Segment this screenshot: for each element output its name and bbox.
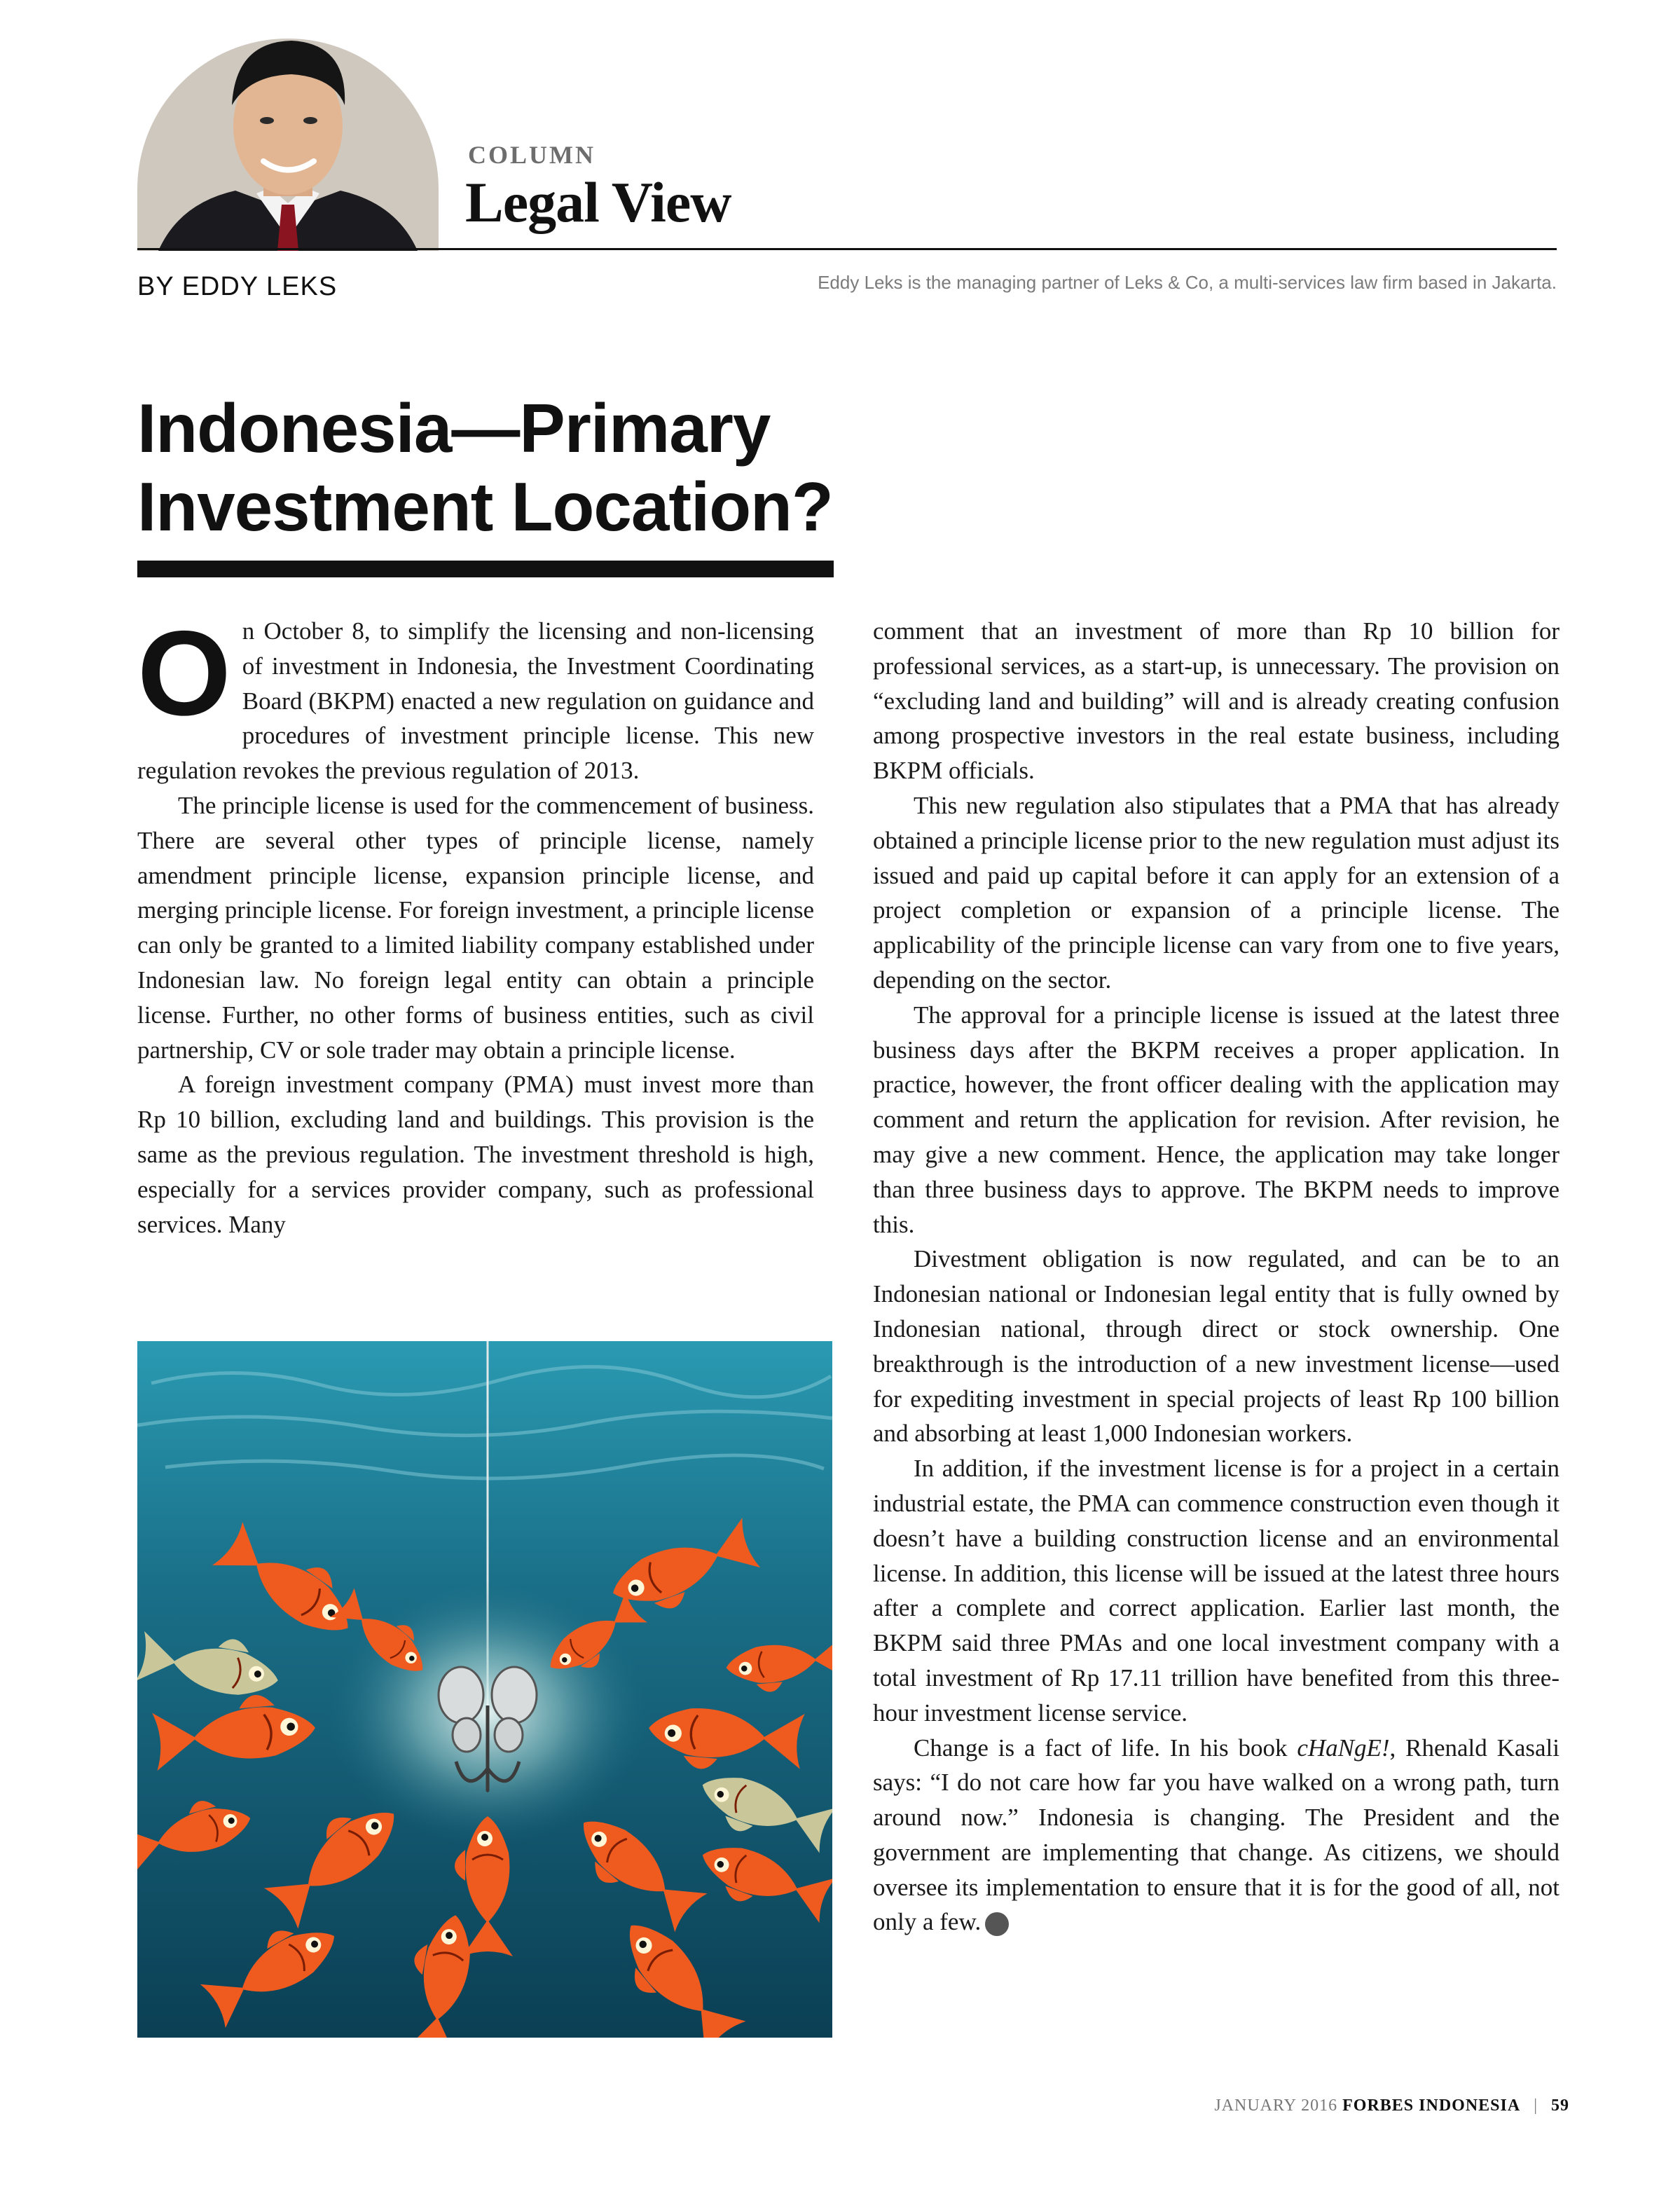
forbes-end-mark-icon: F (985, 1912, 1009, 1936)
article-paragraph: This new regulation also stipulates that a PMA that has already obtained a principle license prior to the new regulation must adjust its issued and paid up capital before it can apply for an extension of a project completion or expansion of a principle license. The applicability of the principle license can vary from one to five years, depending on the sector. (873, 791, 1559, 994)
footer-separator: | (1534, 2096, 1538, 2115)
headline-underline-bar (137, 561, 834, 577)
book-title: cHaNgE! (1297, 1734, 1390, 1762)
column-title: Legal View (465, 170, 731, 234)
byline: BY EDDY LEKS (137, 272, 338, 301)
article-paragraph: Divestment obligation is now regulated, and can be to an Indonesian national or Indonesian legal entity that is fully owned by Indonesian national, through direct or stock ownership. One breakthrough is the introduction of a new investment license—used for expediting investment in special projects of least Rp 100 billion and absorbing at least 1,000 Indonesian workers. (873, 1245, 1559, 1448)
article-paragraph: The approval for a principle license is issued at the latest three business days after the BKPM receives a proper application. In practice, however, the front officer dealing with the application may comment and return the application for revision. After revision, he may give a new comment. Hence, the application may take longer than three business days to approve. The BKPM needs to improve this. (873, 1001, 1559, 1238)
issue-date: JANUARY 2016 (1214, 2096, 1338, 2115)
header-divider (137, 248, 1557, 250)
column-kicker: COLUMN (468, 141, 595, 169)
article-paragraph (137, 606, 814, 788)
goldfish-hook-illustration (137, 1341, 832, 2038)
drop-cap: O (137, 606, 231, 741)
article-paragraph: In addition, if the investment license is for a project in a certain industrial estate, the PMA can commence construction even though it doesn’t have a building construction license and an environmental license. In addition, this license will be issued at the latest three hours after a complete and correct application. Earlier last month, the BKPM said three PMAs and one local investment company with a total investment of Rp 17.11 trillion have benefited from this three-hour investment license service. (873, 1455, 1559, 1727)
magazine-name: FORBES INDONESIA (1342, 2096, 1521, 2115)
paragraph-text: , Rhenald Kasali says: “I do not care how far you have walked on a wrong path, turn around now.” Indonesia is changing. The President and the government are implementing that change. As citizens, we should oversee its implementation to ensure that it is for the good of all, not only a few. (873, 1734, 1559, 1936)
article-paragraph: comment that an investment of more than Rp 10 billion for professional services, as a start-up, is unnecessary. The provision on “excluding land and building” will and is already creating confusion among prospective investors in the real estate business, including BKPM officials. (873, 617, 1559, 785)
author-portrait (137, 28, 439, 251)
article-column-right (873, 614, 1559, 1940)
article-paragraph-final (873, 1731, 1559, 1940)
page-number: 59 (1551, 2096, 1569, 2115)
article-paragraph: The principle license is used for the commencement of business. There are several other types of principle license, namely amendment principle license, expansion principle license, and merging principle license. For foreign investment, a principle license can only be granted to a limited liability company established under Indonesian law. No foreign legal entity can obtain a principle license. Further, no other forms of business entities, such as civil partnership, CV or sole trader may obtain a principle license. (137, 791, 814, 1064)
paragraph-text: Change is a fact of life. In his book (914, 1734, 1297, 1762)
paragraph-text: n October 8, to simplify the licensing and non-licensing of investment in Indonesia, the Investment Coordinating Board (BKPM) enacted a new regulation on guidance and procedures of investment principle license. This new regulation revokes the previous regulation of 2013. (137, 617, 814, 785)
page-footer (1051, 2096, 1569, 2115)
article-headline: Indonesia—Primary Investment Location? (137, 390, 833, 545)
article-paragraph: A foreign investment company (PMA) must invest more than Rp 10 billion, excluding land and buildings. This provision is the same as the previous regulation. The investment threshold is high, especially for a services provider company, such as professional services. Many (137, 1071, 814, 1238)
author-bio: Eddy Leks is the managing partner of Leks & Co, a multi-services law firm based in Jakarta. (818, 272, 1557, 293)
article-column-left (137, 606, 814, 1242)
